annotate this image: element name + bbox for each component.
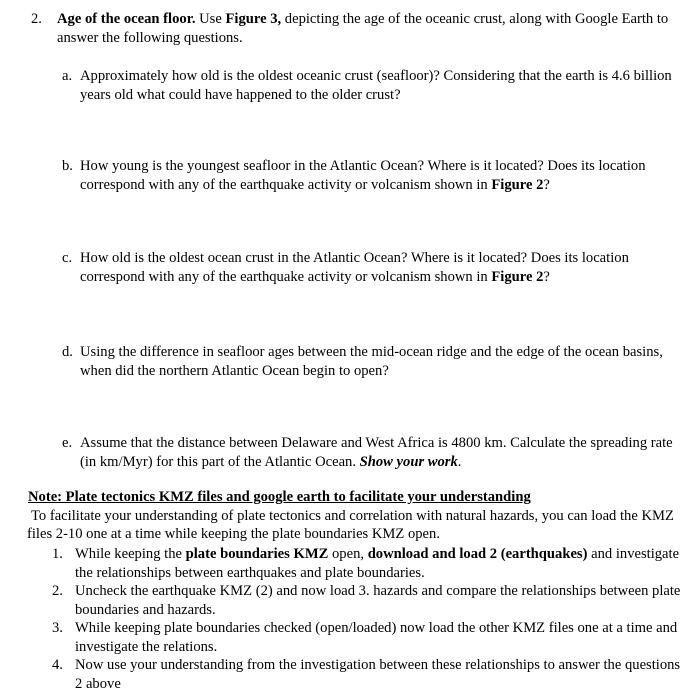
- part-b: [62, 157, 682, 194]
- part-text: Approximately how old is the oldest oceanic crust (seafloor)? Considering that the earth is 4.6 billion years old what could have happened to the older crust?: [80, 68, 672, 103]
- step-3: [52, 619, 682, 656]
- note-section: [28, 488, 683, 544]
- note-title: Note: Plate tectonics KMZ files and google earth to facilitate your understanding: [28, 489, 531, 505]
- part-letter: e.: [62, 435, 73, 451]
- part-text: How young is the youngest seafloor in the Atlantic Ocean? Where is it located? Does its location correspond with any of the earthquake activity or volcanism shown in Figure 2?: [80, 158, 646, 193]
- question-title: Age of the ocean floor.: [57, 11, 196, 27]
- part-letter: c.: [62, 250, 73, 266]
- step-number: 4.: [52, 657, 63, 673]
- part-text: Using the difference in seafloor ages between the mid-ocean ridge and the edge of the ocean basins, when did the northern Atlantic Ocean begin to open?: [80, 344, 663, 379]
- step-text: Uncheck the earthquake KMZ (2) and now load 3. hazards and compare the relationships between plate boundaries and hazards.: [75, 583, 681, 618]
- part-d: [62, 343, 682, 380]
- step-text: While keeping plate boundaries checked (open/loaded) now load the other KMZ files one at a time and investigate the relations.: [75, 620, 678, 655]
- figure-ref: Figure 3,: [225, 11, 282, 27]
- part-text: How old is the oldest ocean crust in the Atlantic Ocean? Where is it located? Does its location correspond with any of the earthquake activity or volcanism shown in Figure 2?: [80, 250, 629, 285]
- figure-ref: Figure 2: [491, 268, 544, 285]
- part-c: [62, 249, 682, 286]
- step-4: [52, 656, 682, 693]
- note-paragraph: To facilitate your understanding of plate tectonics and correlation with natural hazards, you can load the KMZ files 2-10 one at a time while keeping the plate boundaries KMZ open.: [27, 507, 674, 542]
- part-letter: a.: [62, 68, 73, 84]
- part-letter: b.: [62, 158, 73, 174]
- step-2: [52, 582, 682, 619]
- step-text: Now use your understanding from the investigation between these relationships to answer the questions 2 above: [75, 657, 681, 692]
- part-text: Assume that the distance between Delaware and West Africa is 4800 km. Calculate the spreading rate (in km/Myr) for this part of the Atlantic Ocean. Show your work.: [80, 435, 673, 470]
- question-2: [31, 10, 681, 47]
- question-number: 2.: [31, 11, 42, 27]
- step-number: 3.: [52, 620, 63, 636]
- step-text: While keeping the plate boundaries KMZ open, download and load 2 (earthquakes) and investigate the relationships between earthquakes and plate boundaries.: [75, 546, 680, 581]
- emphasis: Show your work: [359, 453, 458, 470]
- step-1: [52, 545, 682, 582]
- part-letter: d.: [62, 344, 73, 360]
- step-number: 1.: [52, 546, 63, 562]
- question-intro: Age of the ocean floor. Use Figure 3, depicting the age of the oceanic crust, along with Google Earth to answer the following questions.: [57, 11, 669, 46]
- step-number: 2.: [52, 583, 63, 599]
- figure-ref: Figure 2: [491, 176, 544, 193]
- part-a: [62, 67, 682, 104]
- part-e: [62, 434, 682, 471]
